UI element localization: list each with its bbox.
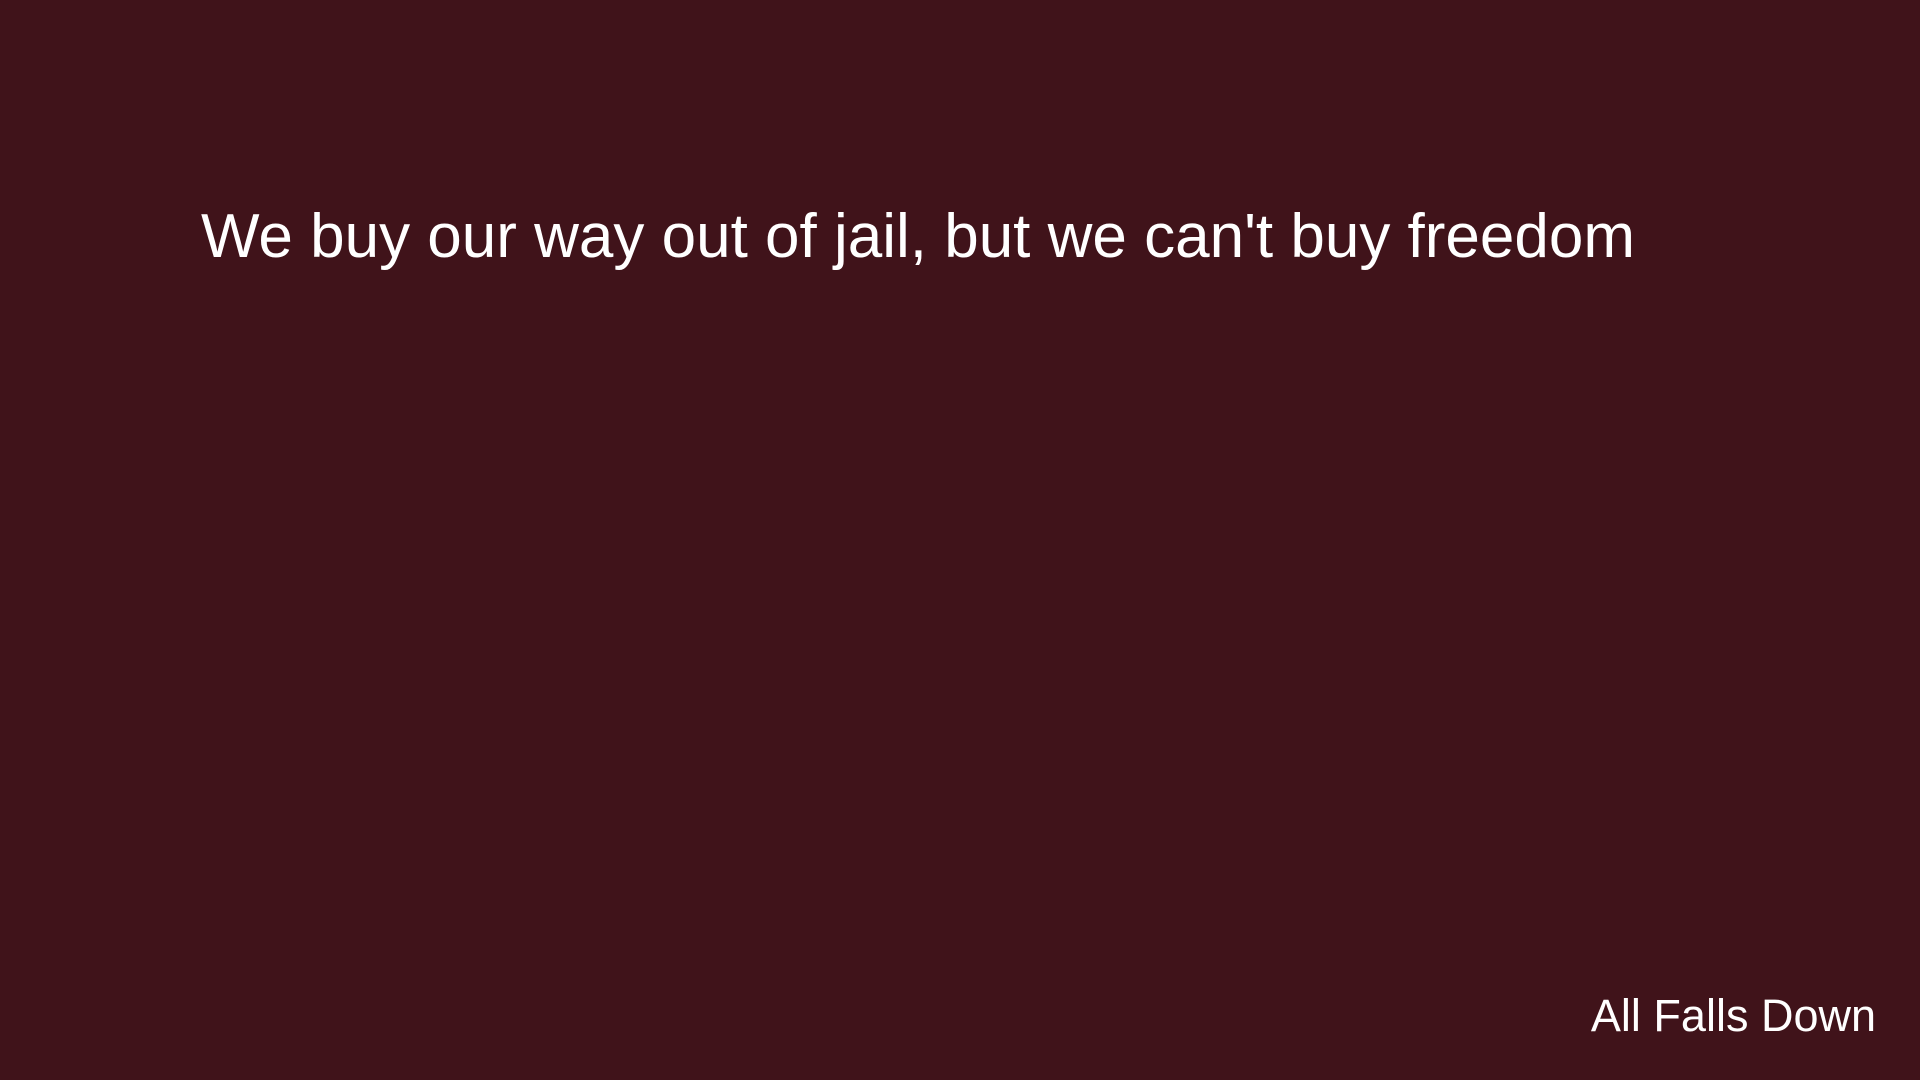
song-title: All Falls Down xyxy=(1590,990,1876,1041)
lyric-line: We buy our way out of jail, but we can't buy freedom xyxy=(201,202,1635,271)
